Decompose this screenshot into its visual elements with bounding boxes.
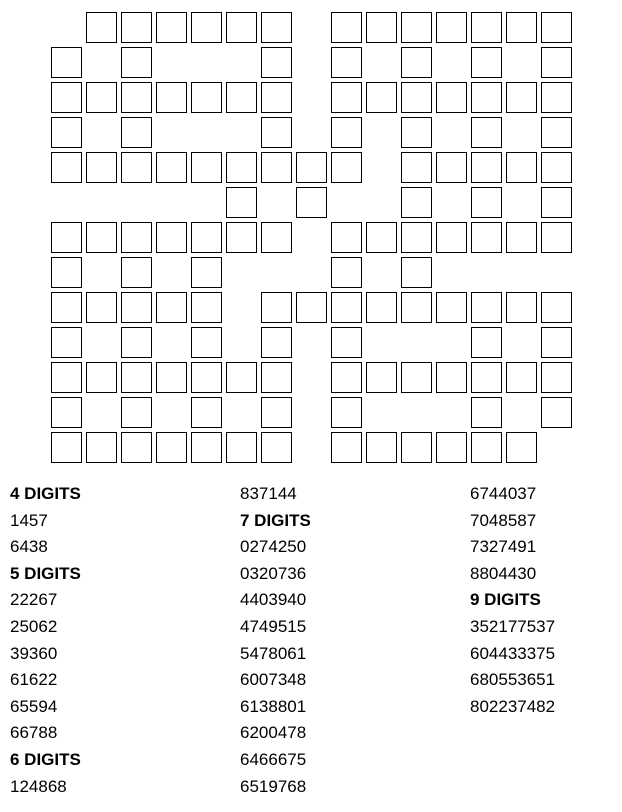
- grid-cell[interactable]: [261, 47, 292, 78]
- grid-cell[interactable]: [191, 257, 222, 288]
- grid-cell[interactable]: [541, 222, 572, 253]
- grid-cell[interactable]: [191, 432, 222, 463]
- grid-cell[interactable]: [156, 82, 187, 113]
- grid-cell[interactable]: [541, 12, 572, 43]
- number-entry: 802237482: [470, 696, 556, 716]
- grid-cell[interactable]: [471, 222, 502, 253]
- grid-cell[interactable]: [191, 12, 222, 43]
- grid-cell[interactable]: [86, 12, 117, 43]
- grid-cell[interactable]: [436, 82, 467, 113]
- grid-cell[interactable]: [296, 187, 327, 218]
- word-list-column-1: [10, 481, 210, 800]
- grid-cell[interactable]: [471, 47, 502, 78]
- grid-cell[interactable]: [261, 432, 292, 463]
- grid-cell[interactable]: [261, 292, 292, 323]
- grid-cell[interactable]: [191, 82, 222, 113]
- grid-cell[interactable]: [121, 292, 152, 323]
- grid-cell[interactable]: [401, 362, 432, 393]
- grid-cell[interactable]: [121, 82, 152, 113]
- digit-group-heading: 7 DIGITS: [240, 510, 311, 530]
- grid-cell[interactable]: [471, 432, 502, 463]
- grid-cell[interactable]: [401, 257, 432, 288]
- grid-cell[interactable]: [401, 82, 432, 113]
- grid-cell[interactable]: [51, 47, 82, 78]
- grid-cell[interactable]: [121, 397, 152, 428]
- grid-cell[interactable]: [506, 152, 537, 183]
- grid-cell[interactable]: [191, 397, 222, 428]
- grid-cell[interactable]: [51, 327, 82, 358]
- grid-cell[interactable]: [51, 397, 82, 428]
- number-entry: 6007348: [240, 670, 307, 690]
- grid-cell[interactable]: [156, 152, 187, 183]
- grid-cell[interactable]: [366, 12, 397, 43]
- grid-cell[interactable]: [191, 327, 222, 358]
- grid-cell[interactable]: [401, 187, 432, 218]
- grid-cell[interactable]: [86, 222, 117, 253]
- grid-cell[interactable]: [226, 12, 257, 43]
- grid-cell[interactable]: [226, 152, 257, 183]
- grid-cell[interactable]: [331, 257, 362, 288]
- grid-cell[interactable]: [51, 222, 82, 253]
- grid-cell[interactable]: [261, 362, 292, 393]
- number-entry: 837144: [240, 484, 297, 503]
- number-entry: 680553651: [470, 670, 556, 690]
- grid-cell[interactable]: [226, 222, 257, 253]
- number-entry: 8804430: [470, 563, 537, 583]
- grid-cell[interactable]: [121, 432, 152, 463]
- number-entry: 352177537: [470, 616, 556, 636]
- grid-cell[interactable]: [541, 82, 572, 113]
- grid-cell[interactable]: [436, 12, 467, 43]
- grid-cell[interactable]: [471, 362, 502, 393]
- grid-cell[interactable]: [191, 362, 222, 393]
- grid-cell[interactable]: [191, 152, 222, 183]
- digit-group-heading: 9 DIGITS: [470, 590, 541, 610]
- number-entry: 6200478: [240, 723, 307, 743]
- grid-cell[interactable]: [366, 362, 397, 393]
- grid-cell[interactable]: [401, 152, 432, 183]
- grid-cell[interactable]: [436, 152, 467, 183]
- grid-cell[interactable]: [226, 432, 257, 463]
- grid-cell[interactable]: [156, 292, 187, 323]
- number-entry: 25062: [10, 616, 58, 636]
- grid-cell[interactable]: [471, 117, 502, 148]
- grid-cell[interactable]: [261, 222, 292, 253]
- grid-cell[interactable]: [471, 152, 502, 183]
- grid-cell[interactable]: [331, 47, 362, 78]
- grid-cell[interactable]: [506, 222, 537, 253]
- grid-cell[interactable]: [471, 292, 502, 323]
- grid-cell[interactable]: [541, 292, 572, 323]
- grid-cell[interactable]: [51, 152, 82, 183]
- grid-cell[interactable]: [401, 292, 432, 323]
- grid-cell[interactable]: [261, 117, 292, 148]
- grid-cell[interactable]: [401, 222, 432, 253]
- number-entry: 6138801: [240, 696, 307, 716]
- grid-cell[interactable]: [86, 432, 117, 463]
- number-entry: 6438: [10, 537, 48, 557]
- grid-cell[interactable]: [331, 432, 362, 463]
- grid-cell[interactable]: [261, 327, 292, 358]
- number-entry: 6744037: [470, 484, 537, 503]
- grid-cell[interactable]: [331, 152, 362, 183]
- grid-cell[interactable]: [121, 222, 152, 253]
- grid-cell[interactable]: [541, 187, 572, 218]
- grid-cell[interactable]: [366, 82, 397, 113]
- number-entry: 4749515: [240, 616, 307, 636]
- number-entry: 66788: [10, 723, 58, 743]
- grid-cell[interactable]: [331, 327, 362, 358]
- number-entry: 0320736: [240, 563, 307, 583]
- grid-cell[interactable]: [506, 292, 537, 323]
- grid-cell[interactable]: [121, 362, 152, 393]
- grid-cell[interactable]: [506, 432, 537, 463]
- grid-cell[interactable]: [296, 292, 327, 323]
- number-entry: 1457: [10, 510, 48, 530]
- grid-cell[interactable]: [506, 12, 537, 43]
- digit-group-heading: 5 DIGITS: [10, 563, 81, 583]
- grid-cell[interactable]: [471, 82, 502, 113]
- number-entry: 6519768: [240, 776, 307, 796]
- grid-cell[interactable]: [191, 222, 222, 253]
- grid-cell[interactable]: [86, 82, 117, 113]
- number-entry: 124868: [10, 776, 67, 796]
- grid-cell[interactable]: [366, 222, 397, 253]
- grid-cell[interactable]: [121, 47, 152, 78]
- grid-cell[interactable]: [191, 292, 222, 323]
- grid-cell[interactable]: [401, 117, 432, 148]
- grid-cell[interactable]: [331, 397, 362, 428]
- grid-cell[interactable]: [471, 12, 502, 43]
- grid-cell[interactable]: [261, 82, 292, 113]
- number-entry: 4403940: [240, 590, 307, 610]
- grid-cell[interactable]: [541, 47, 572, 78]
- grid-cell[interactable]: [156, 12, 187, 43]
- number-entry: 604433375: [470, 643, 556, 663]
- number-entry: 6466675: [240, 749, 307, 769]
- grid-cell[interactable]: [121, 327, 152, 358]
- number-entry: 22267: [10, 590, 58, 610]
- grid-cell[interactable]: [436, 362, 467, 393]
- grid-cell[interactable]: [436, 222, 467, 253]
- grid-cell[interactable]: [156, 222, 187, 253]
- grid-cell[interactable]: [331, 222, 362, 253]
- grid-cell[interactable]: [331, 12, 362, 43]
- grid-cell[interactable]: [51, 362, 82, 393]
- grid-cell[interactable]: [226, 187, 257, 218]
- grid-cell[interactable]: [541, 327, 572, 358]
- grid-cell[interactable]: [121, 152, 152, 183]
- grid-cell[interactable]: [331, 292, 362, 323]
- grid-cell[interactable]: [121, 257, 152, 288]
- grid-cell[interactable]: [51, 117, 82, 148]
- grid-cell[interactable]: [156, 362, 187, 393]
- number-entry: 39360: [10, 643, 58, 663]
- number-entry: 0274250: [240, 537, 307, 557]
- grid-cell[interactable]: [401, 432, 432, 463]
- number-entry: 5478061: [240, 643, 307, 663]
- grid-cell[interactable]: [121, 12, 152, 43]
- grid-cell[interactable]: [86, 292, 117, 323]
- grid-cell[interactable]: [226, 82, 257, 113]
- grid-cell[interactable]: [401, 12, 432, 43]
- grid-cell[interactable]: [331, 82, 362, 113]
- grid-cell[interactable]: [261, 152, 292, 183]
- grid-cell[interactable]: [541, 362, 572, 393]
- word-list-column-3: [470, 481, 622, 720]
- grid-cell[interactable]: [436, 432, 467, 463]
- digit-group-heading: 4 DIGITS: [10, 484, 81, 503]
- word-list-column-2: [240, 481, 440, 800]
- digit-group-heading: 6 DIGITS: [10, 749, 81, 769]
- grid-cell[interactable]: [366, 432, 397, 463]
- grid-cell[interactable]: [261, 12, 292, 43]
- grid-cell[interactable]: [471, 327, 502, 358]
- grid-cell[interactable]: [226, 362, 257, 393]
- number-entry: 7327491: [470, 537, 537, 557]
- grid-cell[interactable]: [541, 397, 572, 428]
- grid-cell[interactable]: [366, 292, 397, 323]
- grid-cell[interactable]: [471, 397, 502, 428]
- grid-cell[interactable]: [86, 362, 117, 393]
- grid-cell[interactable]: [506, 362, 537, 393]
- grid-cell[interactable]: [156, 432, 187, 463]
- grid-cell[interactable]: [436, 292, 467, 323]
- grid-cell[interactable]: [121, 117, 152, 148]
- number-entry: 61622: [10, 670, 58, 690]
- grid-cell[interactable]: [296, 152, 327, 183]
- grid-cell[interactable]: [541, 117, 572, 148]
- grid-cell[interactable]: [506, 82, 537, 113]
- grid-cell[interactable]: [51, 292, 82, 323]
- grid-cell[interactable]: [471, 187, 502, 218]
- grid-cell[interactable]: [51, 82, 82, 113]
- number-entry: 65594: [10, 696, 58, 716]
- grid-cell[interactable]: [51, 432, 82, 463]
- grid-cell[interactable]: [541, 152, 572, 183]
- number-entry: 7048587: [470, 510, 537, 530]
- grid-cell[interactable]: [401, 47, 432, 78]
- grid-cell[interactable]: [261, 397, 292, 428]
- grid-cell[interactable]: [331, 117, 362, 148]
- grid-cell[interactable]: [86, 152, 117, 183]
- grid-cell[interactable]: [51, 257, 82, 288]
- grid-cell[interactable]: [331, 362, 362, 393]
